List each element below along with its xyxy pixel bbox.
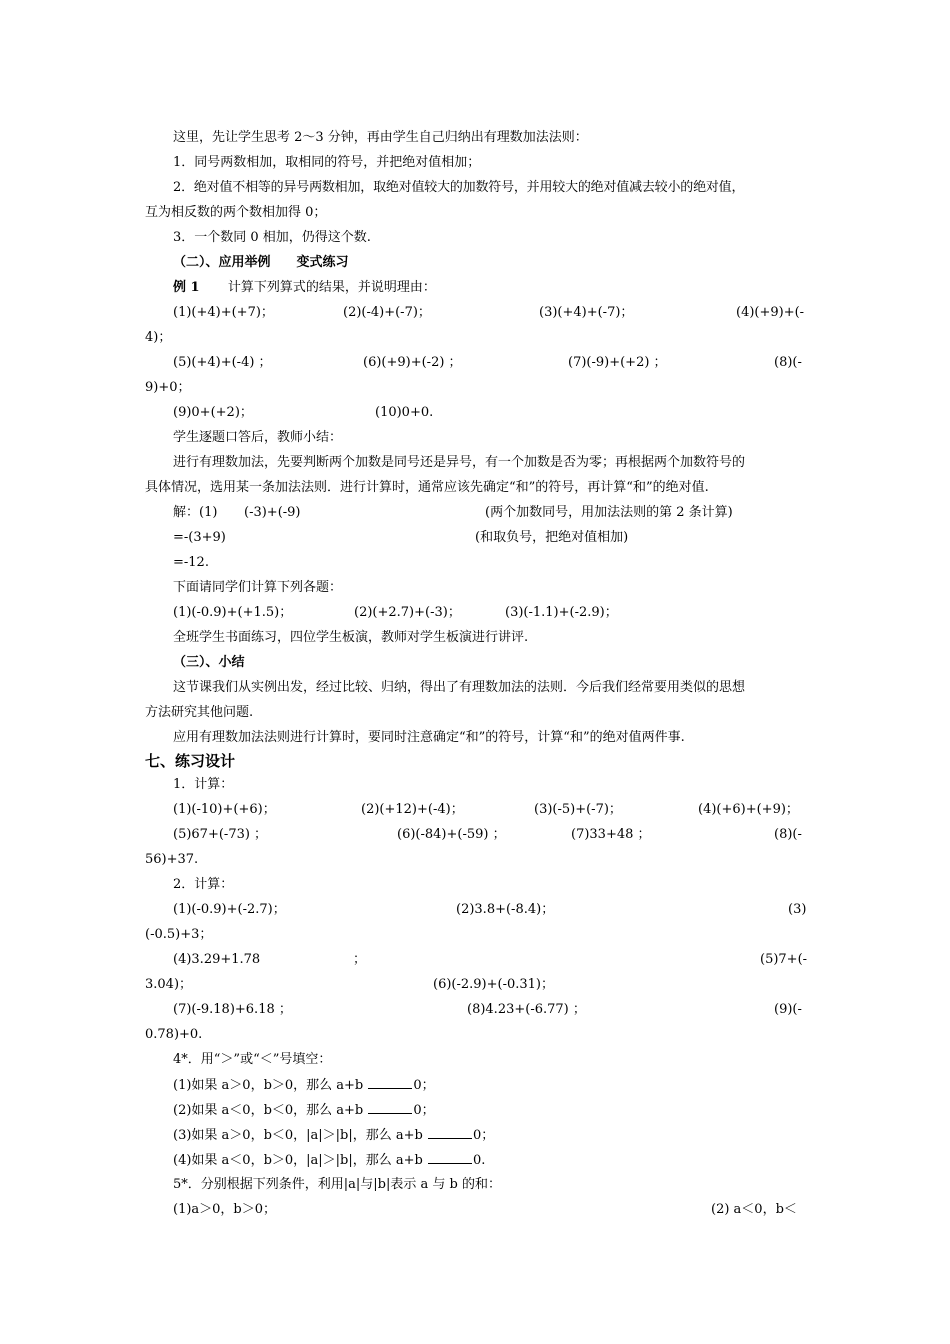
answer-intro: 学生逐题口答后，教师小结： (173, 430, 343, 445)
question-2-item: (2)3.8+(-8.4)； (456, 902, 555, 917)
example-item: (1)(+4)+(+7)； (173, 305, 274, 320)
example-item: 4)； (145, 330, 172, 345)
question-4-item-end: 0. (472, 1153, 486, 1168)
question-1-item: 56)+37. (145, 852, 199, 867)
section-7-heading: 七、练习设计 (145, 752, 236, 770)
example-item: (9)0+(+2)； (173, 405, 253, 420)
summary-line-1: 进行有理数加法，先要判断两个加数是同号还是异号，有一个加数是否为零；再根据两个加数符号的 (173, 455, 746, 470)
question-4-item-text: (3)如果 a＞0，b＜0，|a|＞|b|，那么 a+b (173, 1128, 427, 1143)
question-4-item-end: 0； (472, 1128, 495, 1143)
question-4-item (173, 1126, 494, 1145)
practice-item: (3)(-1.1)+(-2.9)； (505, 605, 618, 620)
question-1-item: (8)(- (774, 827, 802, 842)
solution-label: 解：(1) (173, 505, 218, 520)
example-item: (2)(-4)+(-7)； (343, 305, 431, 320)
practice-item: (2)(+2.7)+(-3)； (354, 605, 461, 620)
question-2-item: (6)(-2.9)+(-0.31)； (433, 977, 554, 992)
solution-step-2-note: (和取负号，把绝对值相加) (475, 530, 629, 545)
question-4-item-end: 0； (413, 1103, 435, 1118)
question-5-label: 5*．分别根据下列条件，利用|a|与|b|表示 a 与 b 的和： (173, 1177, 501, 1192)
question-2-item: (9)(- (774, 1002, 802, 1017)
question-4-item-text: (2)如果 a＜0，b＜0，那么 a+b (173, 1103, 368, 1118)
question-1-item: (7)33+48 ； (571, 827, 651, 842)
question-1-label: 1．计算： (173, 777, 234, 792)
rule-1: 1．同号两数相加，取相同的符号，并把绝对值相加； (173, 155, 481, 170)
board-practice: 全班学生书面练习，四位学生板演，教师对学生板演进行讲评. (173, 630, 529, 645)
question-4-label: 4*．用“＞”或“＜”号填空： (173, 1052, 332, 1067)
question-1-item: (2)(+12)+(-4)； (361, 802, 464, 817)
question-2-item: (8)4.23+(-6.77) ； (467, 1002, 586, 1017)
example-item: (5)(+4)+(-4) ； (173, 355, 272, 370)
example-item: (4)(+9)+(- (736, 305, 805, 320)
question-5-item: (2) a＜0，b＜ (711, 1202, 797, 1217)
intro-think: 这里，先让学生思考 2～3 分钟，再由学生自己归纳出有理数加法法则： (173, 130, 588, 145)
example-text: 计算下列算式的结果，并说明理由： (227, 280, 436, 295)
answer-blank[interactable] (428, 1126, 472, 1139)
example-1 (173, 279, 436, 297)
solution-note: (两个加数同号，用加法法则的第 2 条计算) (485, 505, 733, 520)
summary-paragraph-1-line-1: 这节课我们从实例出发，经过比较、归纳，得出了有理数加法的法则．今后我们经常要用类似的思想 (173, 680, 746, 695)
question-4-item-text: (1)如果 a＞0，b＞0，那么 a+b (173, 1078, 368, 1093)
question-1-item: (3)(-5)+(-7)； (534, 802, 622, 817)
question-2-item: (4)3.29+1.78 (173, 952, 261, 967)
question-1-item: (1)(-10)+(+6)； (173, 802, 276, 817)
example-item: 9)+0； (145, 380, 191, 395)
rule-3: 3．一个数同 0 相加，仍得这个数. (173, 230, 371, 245)
question-2-item: (-0.5)+3； (145, 927, 213, 942)
question-2-item: (5)7+(- (760, 952, 808, 967)
question-4-item (173, 1101, 435, 1120)
rule-2-line-2: 互为相反数的两个数相加得 0； (145, 205, 327, 220)
question-4-item (173, 1151, 485, 1170)
solution-step-3: =-12. (173, 555, 209, 570)
summary-paragraph-2: 应用有理数加法法则进行计算时，要同时注意确定“和”的符号，计算“和”的绝对值两件事. (173, 730, 685, 745)
question-2-item: 3.04)； (145, 977, 193, 992)
question-2-label: 2．计算： (173, 877, 234, 892)
question-2-item: (1)(-0.9)+(-2.7)； (173, 902, 286, 917)
answer-blank[interactable] (368, 1076, 412, 1089)
example-item: (8)(- (774, 355, 802, 370)
summary-line-2: 具体情况，选用某一条加法法则．进行计算时，通常应该先确定“和”的符号，再计算“和”的绝对值. (145, 480, 709, 495)
example-item: (10)0+0. (375, 405, 434, 420)
example-item: (7)(-9)+(+2) ； (568, 355, 667, 370)
practice-intro: 下面请同学们计算下列各题： (173, 580, 343, 595)
question-4-item (173, 1076, 435, 1095)
question-4-item-text: (4)如果 a＜0，b＞0，|a|＞|b|，那么 a+b (173, 1153, 427, 1168)
question-2-item: (3) (788, 902, 807, 917)
question-2-item: 0.78)+0. (145, 1027, 203, 1042)
answer-blank[interactable] (428, 1151, 472, 1164)
solution-expression: (-3)+(-9) (244, 505, 301, 520)
rule-2-line-1: 2．绝对值不相等的异号两数相加，取绝对值较大的加数符号，并用较大的绝对值减去较小的绝对值， (173, 180, 745, 195)
example-label: 例 1 (173, 280, 200, 295)
question-2-item: ； (353, 952, 367, 967)
question-2-item: (7)(-9.18)+6.18 ； (173, 1002, 292, 1017)
example-item: (3)(+4)+(-7)； (539, 305, 634, 320)
question-5-item: (1)a＞0，b＞0； (173, 1202, 277, 1217)
question-1-item: (5)67+(-73) ； (173, 827, 268, 842)
practice-item: (1)(-0.9)+(+1.5)； (173, 605, 293, 620)
example-item: (6)(+9)+(-2) ； (363, 355, 462, 370)
summary-paragraph-1-line-2: 方法研究其他问题. (145, 705, 254, 720)
question-1-item: (6)(-84)+(-59) ； (397, 827, 506, 842)
question-4-item-end: 0； (413, 1078, 435, 1093)
solution-step-2: =-(3+9) (173, 530, 226, 545)
section-3-heading: （三）、小结 (173, 655, 245, 670)
section-2-heading: （二）、应用举例 变式练习 (173, 255, 349, 270)
answer-blank[interactable] (368, 1101, 412, 1114)
question-1-item: (4)(+6)+(+9)； (698, 802, 799, 817)
